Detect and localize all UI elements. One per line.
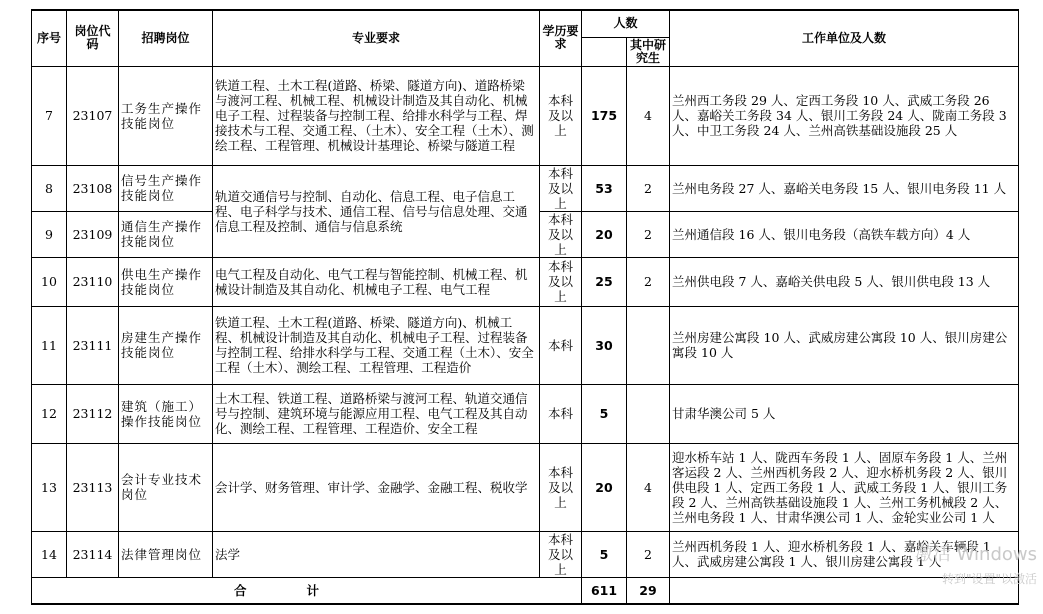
cell-units: 甘肃华澳公司 5 人 xyxy=(670,384,1019,443)
cell-count: 25 xyxy=(582,257,627,306)
cell-code: 23111 xyxy=(67,306,119,384)
cell-major: 铁道工程、土木工程(道路、桥梁、隧道方向)、机械工程、机械设计制造及其自动化、机械电子工程、过程装备与控制工程、给排水科学与工程、交通工程（土木）、安全工程（土木）、测绘工程、工程管理、工程造价 xyxy=(213,306,540,384)
cell-count: 20 xyxy=(582,211,627,257)
cell-seq: 11 xyxy=(32,306,67,384)
cell-count: 30 xyxy=(582,306,627,384)
cell-seq: 10 xyxy=(32,257,67,306)
cell-code: 23109 xyxy=(67,211,119,257)
cell-seq: 7 xyxy=(32,66,67,165)
cell-edu: 本科及以上 xyxy=(540,257,582,306)
total-units-empty xyxy=(670,577,1019,604)
cell-edu: 本科及以上 xyxy=(540,165,582,211)
header-units: 工作单位及人数 xyxy=(670,10,1019,66)
watermark-line2: 转到"设置"以激活 xyxy=(941,572,1037,586)
table-row xyxy=(32,165,1019,211)
total-count: 611 xyxy=(582,577,627,604)
cell-edu: 本科及以上 xyxy=(540,443,582,531)
cell-units: 兰州电务段 27 人、嘉峪关电务段 15 人、银川电务段 11 人 xyxy=(670,165,1019,211)
cell-seq: 8 xyxy=(32,165,67,211)
cell-position: 建筑（施工）操作技能岗位 xyxy=(119,384,213,443)
table-row xyxy=(32,257,1019,306)
cell-major: 轨道交通信号与控制、自动化、信息工程、电子信息工程、电子科学与技术、通信工程、信号与信息处理、交通信息工程及控制、通信与信息系统 xyxy=(213,165,540,257)
cell-major: 法学 xyxy=(213,531,540,577)
cell-units: 兰州西机务段 1 人、迎水桥机务段 1 人、嘉峪关车辆段 1 人、武威房建公寓段 1 人、银川房建公寓段 1 人 xyxy=(670,531,1019,577)
cell-count: 5 xyxy=(582,384,627,443)
cell-grad: 2 xyxy=(627,531,670,577)
cell-count: 175 xyxy=(582,66,627,165)
cell-edu: 本科及以上 xyxy=(540,531,582,577)
cell-edu: 本科及以上 xyxy=(540,211,582,257)
table-row xyxy=(32,531,1019,577)
cell-seq: 12 xyxy=(32,384,67,443)
cell-units: 兰州西工务段 29 人、定西工务段 10 人、武威工务段 26 人、嘉峪关工务段 34 人、银川工务段 24 人、陇南工务段 3 人、中卫工务段 24 人、兰州高铁基础设施段 25 人 xyxy=(670,66,1019,165)
cell-position: 房建生产操作技能岗位 xyxy=(119,306,213,384)
cell-position: 法律管理岗位 xyxy=(119,531,213,577)
cell-code: 23107 xyxy=(67,66,119,165)
cell-units: 兰州通信段 16 人、银川电务段（高铁车载方向）4 人 xyxy=(670,211,1019,257)
cell-seq: 9 xyxy=(32,211,67,257)
cell-units: 兰州供电段 7 人、嘉峪关供电段 5 人、银川供电段 13 人 xyxy=(670,257,1019,306)
cell-code: 23110 xyxy=(67,257,119,306)
cell-code: 23113 xyxy=(67,443,119,531)
header-count: 人数 xyxy=(582,10,670,37)
cell-grad: 2 xyxy=(627,165,670,211)
total-row xyxy=(32,577,1019,604)
cell-count: 53 xyxy=(582,165,627,211)
cell-units: 迎水桥车站 1 人、陇西车务段 1 人、固原车务段 1 人、兰州客运段 2 人、兰州西机务段 2 人、迎水桥机务段 2 人、银川供电段 1 人、定西工务段 1 人、武威工务段 1 人、银川工务段 2 人、兰州高铁基础设施段 1 人、兰州工务机械段 2 人、兰州电务段 1 人、甘肃华澳公司 1 人、金轮实业公司 1 人 xyxy=(670,443,1019,531)
cell-grad xyxy=(627,384,670,443)
cell-position: 通信生产操作技能岗位 xyxy=(119,211,213,257)
cell-grad xyxy=(627,306,670,384)
cell-major: 电气工程及自动化、电气工程与智能控制、机械工程、机械设计制造及其自动化、机械电子工程、电气工程 xyxy=(213,257,540,306)
cell-major: 铁道工程、土木工程(道路、桥梁、隧道方向)、道路桥梁与渡河工程、机械工程、机械设计制造及其自动化、机械电子工程、过程装备与控制工程、给排水科学与工程、焊接技术与工程、交通工程、（土木）、安全工程（土木）、测绘工程、工程管理、机械设计基理论、桥梁与隧道工程 xyxy=(213,66,540,165)
cell-position: 信号生产操作技能岗位 xyxy=(119,165,213,211)
cell-edu: 本科及以上 xyxy=(540,66,582,165)
table-row xyxy=(32,384,1019,443)
cell-grad: 2 xyxy=(627,211,670,257)
total-label: 合计 xyxy=(32,577,582,604)
cell-position: 会计专业技术岗位 xyxy=(119,443,213,531)
cell-edu: 本科 xyxy=(540,384,582,443)
cell-major: 土木工程、铁道工程、道路桥梁与渡河工程、轨道交通信号与控制、建筑环境与能源应用工程、电气工程及其自动化、测绘工程、工程管理、工程造价、安全工程 xyxy=(213,384,540,443)
recruitment-table xyxy=(31,9,1019,605)
cell-code: 23114 xyxy=(67,531,119,577)
cell-seq: 13 xyxy=(32,443,67,531)
header-major: 专业要求 xyxy=(213,10,540,66)
cell-code: 23108 xyxy=(67,165,119,211)
header-grad-sub: 其中研究生 xyxy=(627,37,670,66)
table-row xyxy=(32,443,1019,531)
cell-count: 5 xyxy=(582,531,627,577)
header-edu: 学历要求 xyxy=(540,10,582,66)
watermark-line1: 激活 Windows xyxy=(914,544,1037,565)
cell-code: 23112 xyxy=(67,384,119,443)
table-row xyxy=(32,306,1019,384)
header-seq: 序号 xyxy=(32,10,67,66)
cell-grad: 2 xyxy=(627,257,670,306)
cell-position: 工务生产操作技能岗位 xyxy=(119,66,213,165)
cell-count: 20 xyxy=(582,443,627,531)
cell-grad: 4 xyxy=(627,66,670,165)
cell-grad: 4 xyxy=(627,443,670,531)
header-position: 招聘岗位 xyxy=(119,10,213,66)
cell-edu: 本科 xyxy=(540,306,582,384)
cell-major: 会计学、财务管理、审计学、金融学、金融工程、税收学 xyxy=(213,443,540,531)
table-row xyxy=(32,66,1019,165)
cell-units: 兰州房建公寓段 10 人、武威房建公寓段 10 人、银川房建公寓段 10 人 xyxy=(670,306,1019,384)
total-grad: 29 xyxy=(627,577,670,604)
cell-position: 供电生产操作技能岗位 xyxy=(119,257,213,306)
header-code: 岗位代码 xyxy=(67,10,119,66)
cell-seq: 14 xyxy=(32,531,67,577)
